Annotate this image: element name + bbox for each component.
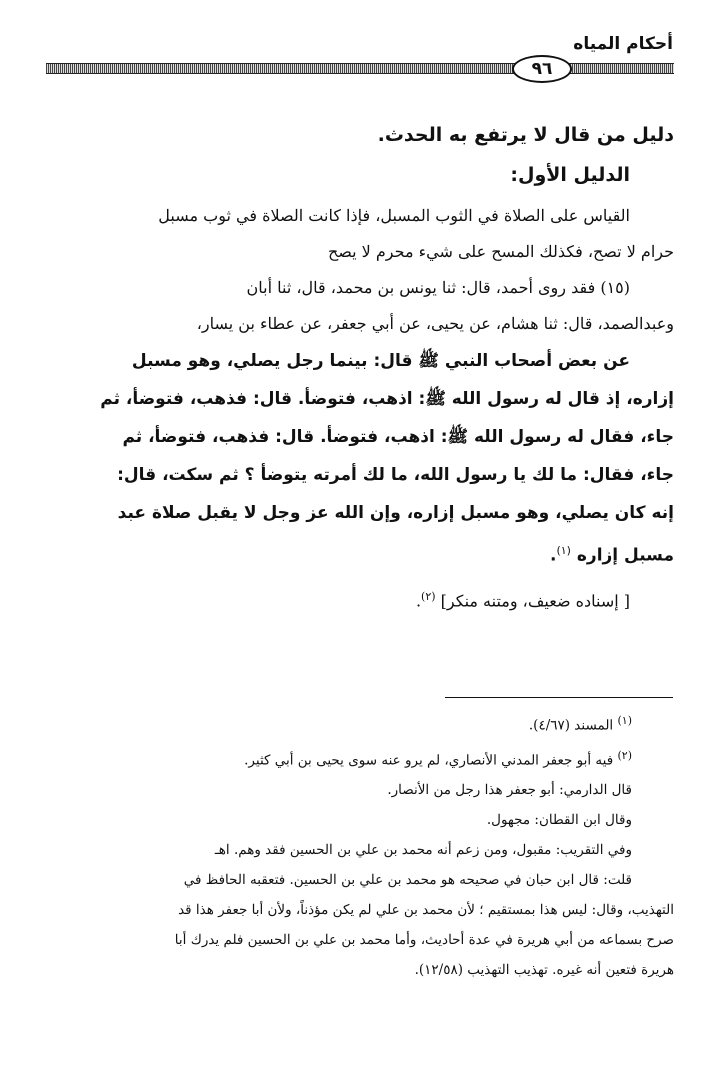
main-text xyxy=(40,120,674,619)
sub-heading: الدليل الأول: xyxy=(510,164,630,186)
footnote-2-line: وقال ابن القطان: مجهول. xyxy=(486,812,632,828)
hadith-line: عن بعض أصحاب النبي ﷺ قال: بينما رجل يصلي، وهو مسبل xyxy=(131,351,630,371)
footnote-2-marker: (٢) xyxy=(617,748,632,762)
footnote-2 xyxy=(40,741,674,776)
footnotes xyxy=(40,706,674,985)
footnote-1-marker: (١) xyxy=(617,714,632,727)
footnote-2-line: التهذيب، وقال: ليس هذا بمستقيم ؛ لأن محمد بن علي لم يكن مؤذناً، ولأن أبا جعفر هذا قد xyxy=(178,902,674,918)
isnad-line: وعبدالصمد، قال: ثنا هشام، عن يحيى، عن أبي جعفر، عن عطاء بن يسار، xyxy=(196,314,674,333)
footnote-1-text: المسند (٤/٦٧). xyxy=(528,717,614,734)
hadith-end-period: . xyxy=(549,545,557,566)
isnad-line: (١٥) فقد روى أحمد، قال: ثنا يونس بن محمد، قال، ثنا أبان xyxy=(246,278,630,297)
hadith-line: إنه كان يصلي، وهو مسبل إزاره، وإن الله عز وجل لا يقبل صلاة عبد xyxy=(117,503,674,523)
paragraph-line: القياس على الصلاة في الثوب المسبل، فإذا كانت الصلاة في ثوب مسبل xyxy=(158,206,630,225)
hadith-last-line xyxy=(40,532,674,575)
footnote-divider xyxy=(445,697,673,698)
footnote-ref-2[interactable]: (٢) xyxy=(421,589,436,603)
hadith-line: إزاره، إذ قال له رسول الله ﷺ: اذهب، فتوضأ. قال: فذهب، فتوضأ، ثم xyxy=(100,389,674,409)
paragraph-line: حرام لا تصح، فكذلك المسح على شيء محرم لا يصح xyxy=(327,242,674,261)
hadith-last-text: مسبل إزاره xyxy=(576,545,674,566)
header-rule xyxy=(46,63,674,74)
section-heading: دليل من قال لا يرتفع به الحدث. xyxy=(377,124,674,146)
hadith-line: جاء، فقال: ما لك يا رسول الله، ما لك أمرته يتوضأ ؟ ثم سكت، قال: xyxy=(117,465,674,485)
footnote-2-text: فيه أبو جعفر المدني الأنصاري، لم يرو عنه سوى يحيى بن أبي كثير. xyxy=(244,752,614,768)
grading-end-period: . xyxy=(415,590,422,610)
footnote-2-line: وفي التقريب: مقبول، ومن زعم أنه محمد بن علي بن الحسين فقد وهم. اهـ xyxy=(214,842,632,858)
footnote-2-line: قلت: قال ابن حبان في صحيحه هو محمد بن علي بن الحسين. فتعقبه الحافظ في xyxy=(183,872,632,888)
footnote-ref-1[interactable]: (١) xyxy=(556,544,571,557)
hadith-line: جاء، فقال له رسول الله ﷺ: اذهب، فتوضأ. قال: فذهب، فتوضأ، ثم xyxy=(122,427,674,447)
footnote-2-line: صرح بسماعه من أبي هريرة في عدة أحاديث، وأما محمد بن علي بن الحسين فلم يدرك أبا xyxy=(174,932,674,948)
footnote-2-line: قال الدارمي: أبو جعفر هذا رجل من الأنصار. xyxy=(387,782,632,798)
grading-text: [ إسناده ضعيف، ومتنه منكر] xyxy=(440,590,630,610)
grading-line xyxy=(40,579,674,619)
footnote-1 xyxy=(40,706,674,741)
running-title: أحكام المياه xyxy=(573,34,673,54)
page-number: ٩٦ xyxy=(512,55,572,83)
footnote-2-line: هريرة فتعين أنه غيره. تهذيب التهذيب (١٢/٥٨). xyxy=(414,962,674,978)
